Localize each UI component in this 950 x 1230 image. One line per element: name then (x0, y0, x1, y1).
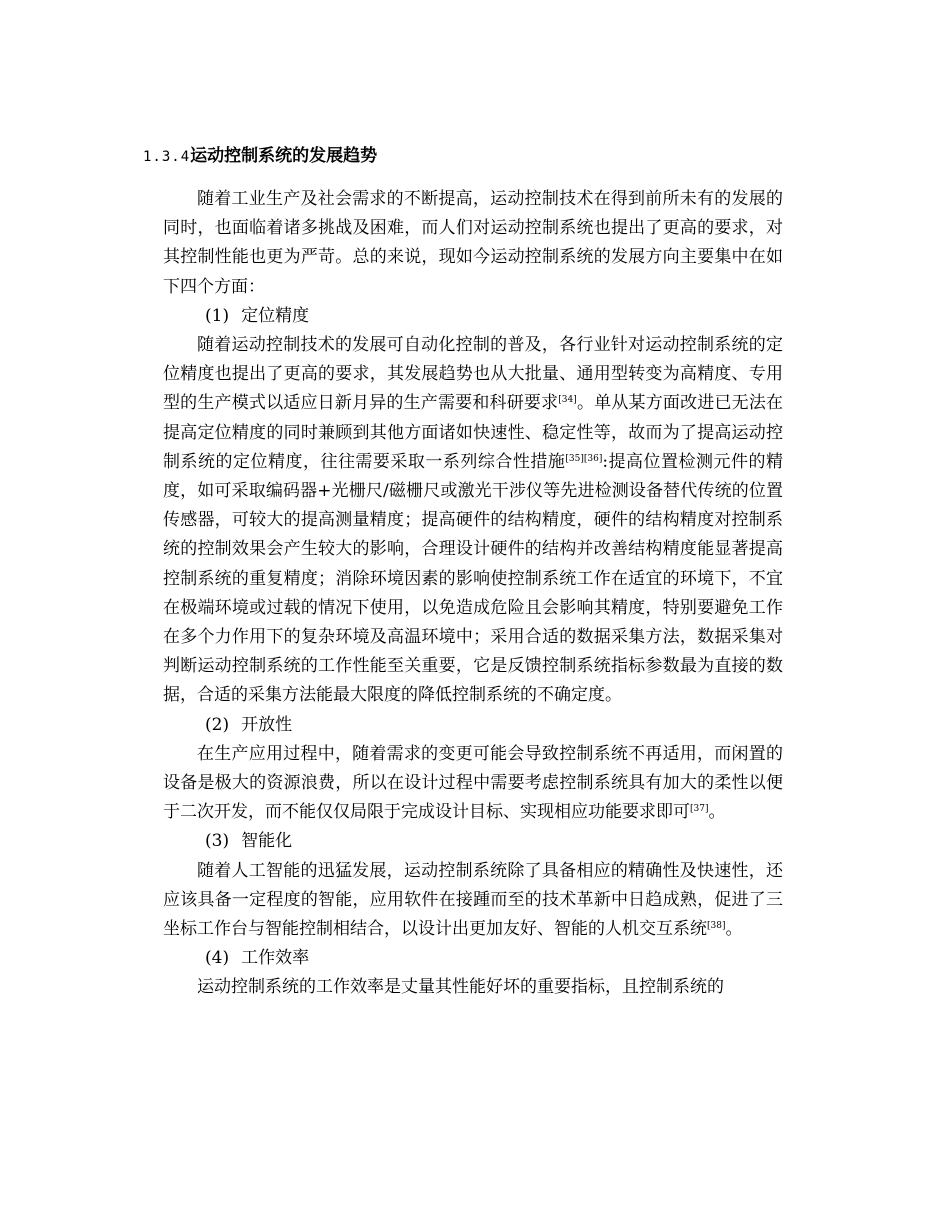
paragraph-text: 。单从某方面改进已无法在提高定位精度的同时兼顾到其他方面诸如快速性、稳定性等，故而为了提高运动控制系统的定位精度，往往需要采取一系列综合性措施 (163, 393, 783, 472)
intro-paragraph (163, 185, 783, 302)
citation-ref: [34] (558, 395, 577, 406)
citation-ref: [35][36] (565, 453, 603, 464)
section-number: 1.3.4 (143, 149, 191, 165)
paragraph-text: :提高位置检测元件的精度，如可采取编码器+光栅尺/磁栅尺或激光干涉仪等先进检测设备替代传统的位置传感器，可较大的提高测量精度；提高硬件的结构精度，硬件的结构精度对控制系统的控制效果会产生较大的影响，合理设计硬件的结构并改善结构精度能显著提高控制系统的重复精度；消除环境因素的影响使控制系统工作在适宜的环境下，不宜在极端环境或过载的情况下使用，以免造成危险且会影响其精度，特别要避免工作在多个力作用下的复杂环境及高温环境中；采用合适的数据采集方法，数据采集对判断运动控制系统的工作性能至关重要，它是反馈控制系统指标参数最为直接的数据，合适的采集方法能最大限度的降低控制系统的不确定度。 (163, 451, 783, 706)
section-title: 运动控制系统的发展趋势 (190, 146, 378, 166)
body-text (163, 185, 783, 1003)
list-item-heading (163, 302, 783, 331)
paragraph-text: 在生产应用过程中，随着需求的变更可能会导致控制系统不再适用，而闲置的设备是极大的资源浪费，所以在设计过程中需要考虑控制系统具有加大的柔性以便于二次开发，而不能仅仅局限于完成设计目标、实现相应功能要求即可 (163, 743, 783, 823)
body-paragraph (163, 740, 783, 828)
intro-text: 随着工业生产及社会需求的不断提高，运动控制技术在得到前所未有的发展的同时，也面临着诸多挑战及困难，而人们对运动控制系统也提出了更高的要求，对其控制性能也更为严苛。总的来说，现如今运动控制系统的发展方向主要集中在如下四个方面： (163, 189, 783, 297)
paragraph-text: 随着人工智能的迅猛发展，运动控制系统除了具备相应的精确性及快速性，还应该具备一定程度的智能，应用软件在接踵而至的技术革新中日趋成熟，促进了三坐标工作台与智能控制相结合，以设计出更加友好、智能的人机交互系统 (163, 860, 783, 940)
paragraph-text: 。 (725, 919, 743, 940)
list-item-heading (163, 711, 783, 740)
item-label: 智能化 (241, 831, 293, 852)
list-item-heading (163, 944, 783, 973)
item-label: 开放性 (241, 714, 293, 735)
paragraph-text: 随着运动控制技术的发展可自动化控制的普及，各行业针对运动控制系统的定位精度也提出了更高的要求，其发展趋势也从大批量、通用型转变为高精度、专用型的生产模式以适应日新月异的生产需要和科研要求 (163, 335, 783, 414)
item-label: 工作效率 (241, 948, 310, 969)
paragraph-text: 。 (708, 802, 726, 823)
body-paragraph (163, 857, 783, 945)
section-heading (143, 143, 377, 170)
item-label: 定位精度 (241, 305, 310, 326)
citation-ref: [37] (690, 804, 709, 815)
item-number: (1) (205, 305, 230, 326)
citation-ref: [38] (707, 921, 726, 932)
item-number: (2) (205, 714, 230, 735)
body-paragraph (163, 973, 783, 1002)
body-paragraph (163, 331, 783, 711)
paragraph-text: 运动控制系统的工作效率是丈量其性能好坏的重要指标，且控制系统的 (197, 977, 724, 998)
item-number: (4) (205, 948, 230, 969)
list-item-heading (163, 827, 783, 856)
item-number: (3) (205, 831, 230, 852)
